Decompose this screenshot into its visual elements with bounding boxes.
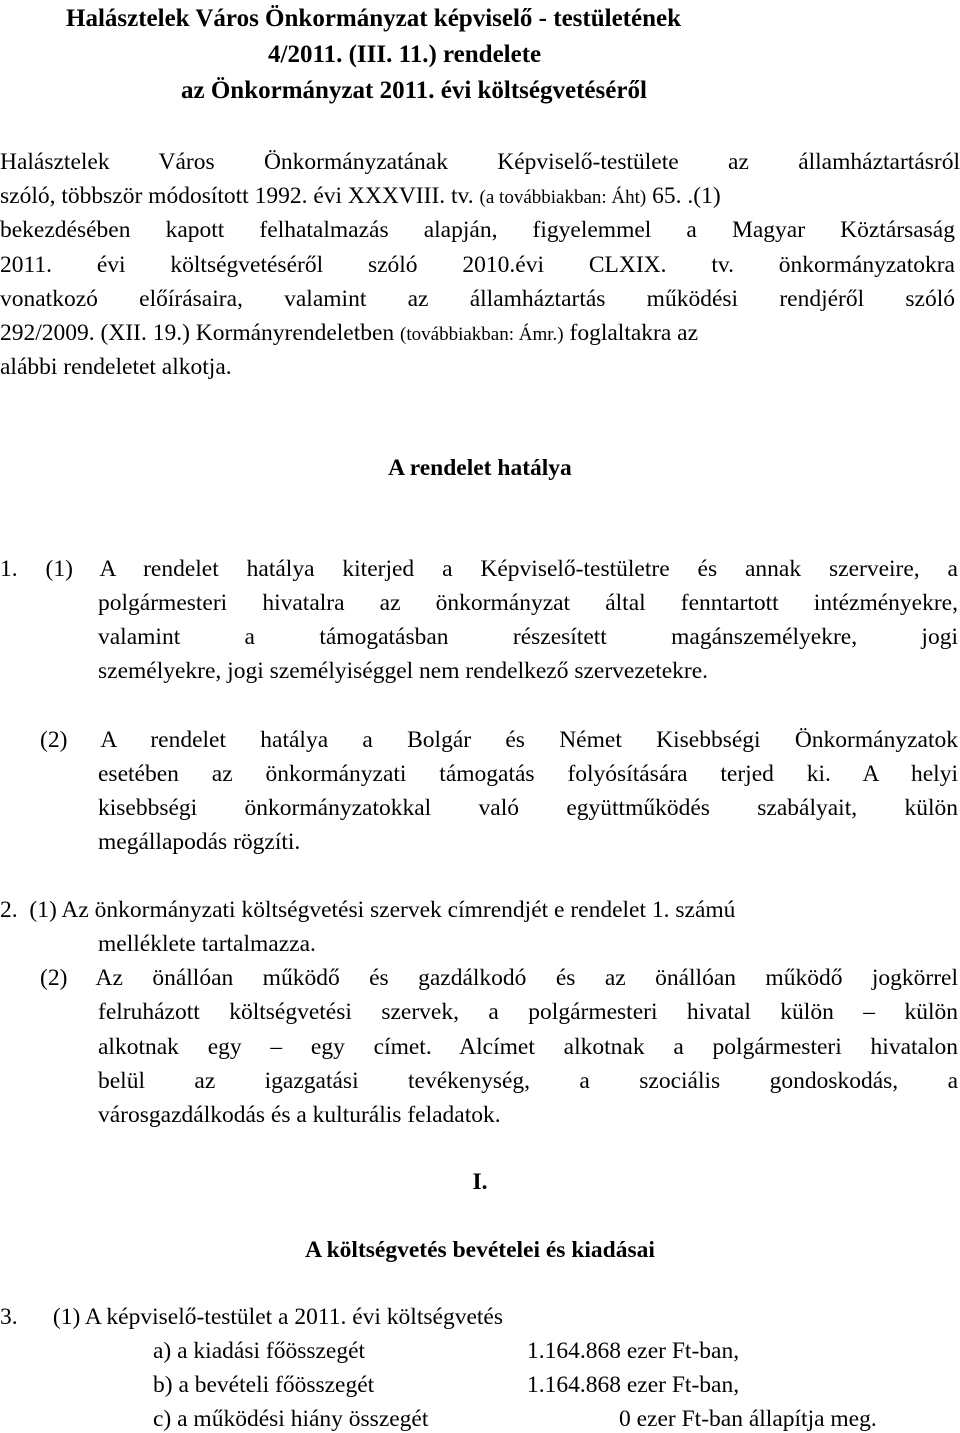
title-line-2: 4/2011. (III. 11.) rendelete: [268, 41, 542, 68]
preamble-line: szóló, többször módosított 1992. évi XXXVIII. tv. (a továbbiakban: Áht) 65. .(1): [0, 183, 721, 209]
section-3-intro: 3. (1) A képviselő-testület a 2011. évi költségvetés: [0, 1304, 503, 1330]
section-1-line: valamint a támogatásban részesített magánszemélyekre, jogi: [98, 624, 958, 650]
budget-item-label: c) a működési hiány összegét: [153, 1406, 429, 1432]
part-numeral: I.: [472, 1169, 488, 1195]
budget-item-label: b) a bevételi főösszegét: [153, 1372, 375, 1398]
section-1-line: megállapodás rögzíti.: [98, 829, 301, 855]
section-2-line: felruházott költségvetési szervek, a polgármesteri hivatal külön – külön: [98, 999, 958, 1025]
section-2-line: városgazdálkodás és a kulturális feladatok.: [98, 1102, 501, 1128]
section-1-line: esetében az önkormányzati támogatás folyósítására terjed ki. A helyi: [98, 761, 958, 787]
section-heading: A rendelet hatálya: [388, 455, 572, 481]
title-line-3: az Önkormányzat 2011. évi költségvetéséről: [181, 77, 647, 104]
section-1-line: polgármesteri hivatalra az önkormányzat által fenntartott intézményekre,: [98, 590, 958, 616]
section-2-line: belül az igazgatási tevékenység, a szociális gondoskodás, a: [98, 1068, 958, 1094]
section-2-line: melléklete tartalmazza.: [98, 931, 316, 957]
title-line-1: Halásztelek Város Önkormányzat képviselő - testületének: [66, 5, 682, 32]
budget-item-value: 1.164.868 ezer Ft-ban,: [527, 1372, 740, 1398]
section-2-line: (2) Az önállóan működő és gazdálkodó és az önállóan működő jogkörrel: [40, 965, 958, 991]
preamble-line: alábbi rendeletet alkotja.: [0, 354, 232, 380]
preamble-line: vonatkozó előírásaira, valamint az államháztartás működési rendjéről szóló: [0, 286, 955, 312]
section-1-line: kisebbségi önkormányzatokkal való együttműködés szabályait, külön: [98, 795, 958, 821]
budget-item-label: a) a kiadási főösszegét: [153, 1338, 366, 1364]
preamble-line: Halásztelek Város Önkormányzatának Képviselő-testülete az államháztartásról: [0, 149, 960, 175]
preamble-line: 2011. évi költségvetéséről szóló 2010.évi CLXIX. tv. önkormányzatokra: [0, 252, 955, 278]
budget-item-value: 0 ezer Ft-ban állapítja meg.: [619, 1406, 877, 1432]
preamble-line: 292/2009. (XII. 19.) Kormányrendeletben (továbbiakban: Ámr.) foglaltakra az: [0, 320, 699, 346]
section-heading: A költségvetés bevételei és kiadásai: [305, 1237, 655, 1263]
section-1-line: (2) A rendelet hatálya a Bolgár és Német Kisebbségi Önkormányzatok: [40, 727, 958, 753]
section-1-line: 1. (1) A rendelet hatálya kiterjed a Képviselő-testületre és annak szerveire, a: [0, 556, 958, 582]
section-1-line: személyekre, jogi személyiséggel nem rendelkező szervezetekre.: [98, 658, 709, 684]
section-2-line: 2. (1) Az önkormányzati költségvetési szervek címrendjét e rendelet 1. számú: [0, 897, 736, 923]
section-2-line: alkotnak egy – egy címet. Alcímet alkotnak a polgármesteri hivatalon: [98, 1034, 958, 1060]
budget-item-value: 1.164.868 ezer Ft-ban,: [527, 1338, 740, 1364]
preamble-line: bekezdésében kapott felhatalmazás alapján, figyelemmel a Magyar Köztársaság: [0, 217, 955, 243]
